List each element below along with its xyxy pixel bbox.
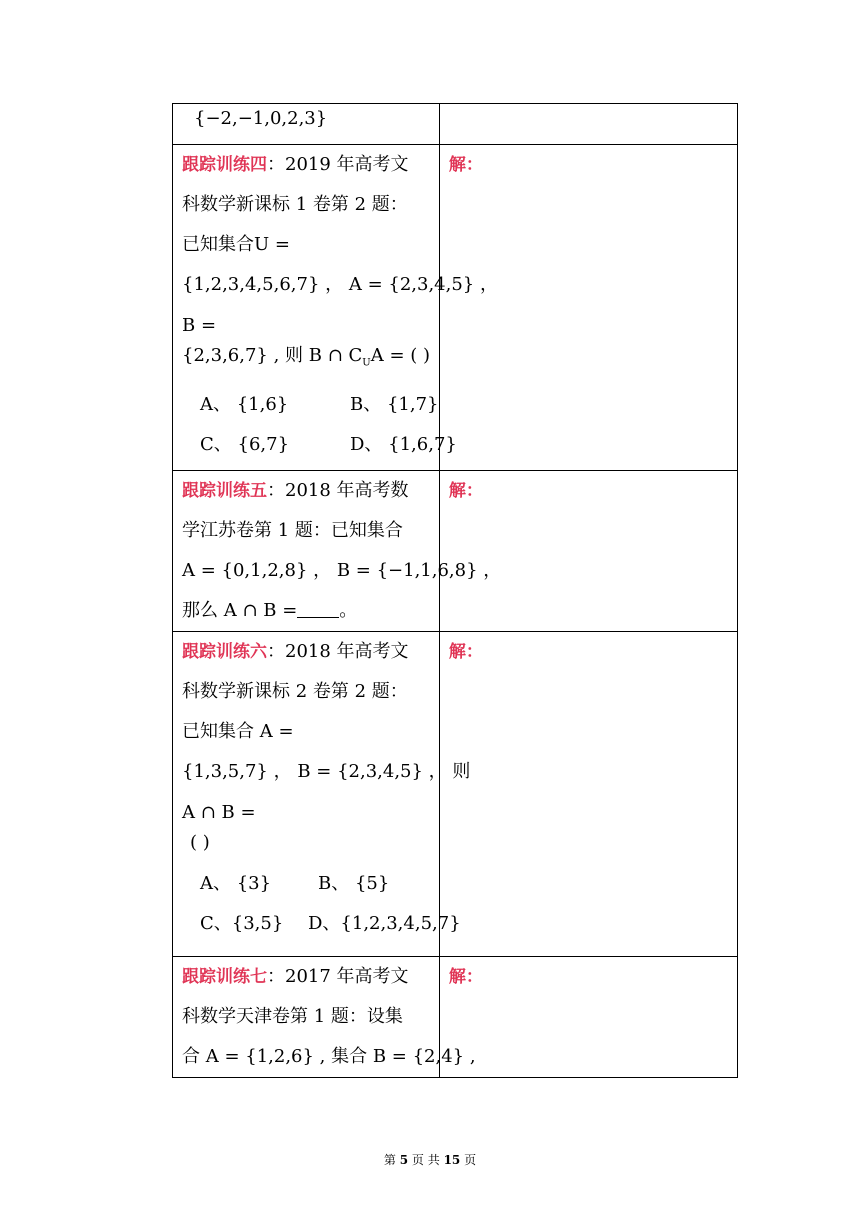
question-text: ：2018 年高考文 <box>267 641 409 662</box>
question-text: ：2017 年高考文 <box>267 966 409 987</box>
question-text: 科数学新课标 2 卷第 2 题： <box>182 681 408 702</box>
table-row <box>173 104 738 145</box>
option-c: C、{3,5} <box>200 913 284 934</box>
fill-blank <box>297 603 339 618</box>
question-cell <box>173 104 440 145</box>
question-text: 科数学新课标 1 卷第 2 题： <box>182 194 408 215</box>
answer-cell <box>439 471 737 632</box>
question-cell <box>173 632 471 957</box>
table-row <box>173 145 738 471</box>
page-number: 5 <box>399 1153 409 1167</box>
option-d: D、 {1,6,7} <box>350 433 457 455</box>
question-text: 那么 A ∩ B = <box>182 600 298 621</box>
answer-cell <box>439 145 737 471</box>
option-a: A、 {3} <box>200 873 272 894</box>
table-row <box>173 471 738 632</box>
footer-text: 页 共 <box>411 1153 440 1167</box>
question-text: 合 A = {1,2,6} , 集合 B = {2,4} , <box>182 1046 476 1067</box>
answer-label: 解： <box>448 642 483 662</box>
question-text: ：2019 年高考文 <box>267 154 409 175</box>
question-text: {1,2,3,4,5,6,7} ， A = {2,3,4,5} ， <box>182 274 498 295</box>
option-b: B、 {5} <box>318 873 390 894</box>
exercise-label: 跟踪训练七 <box>182 967 267 987</box>
question-text: {−2,−1,0,2,3} <box>194 108 328 129</box>
question-text: B = <box>182 315 217 336</box>
question-text: {2,3,6,7} , 则 B ∩ C <box>182 345 363 366</box>
exercise-label: 跟踪训练四 <box>182 155 267 175</box>
page-footer <box>0 1151 860 1168</box>
question-text: 科数学天津卷第 1 题：设集 <box>182 1006 403 1027</box>
table-row <box>173 957 738 1078</box>
question-text: 已知集合U = <box>182 234 290 255</box>
question-text: 学江苏卷第 1 题：已知集合 <box>182 520 403 541</box>
answer-label: 解： <box>448 481 483 501</box>
answer-label: 解： <box>448 155 483 175</box>
question-text: ( ) <box>190 832 210 853</box>
option-c: C、 {6,7} <box>200 433 290 455</box>
exercise-label: 跟踪训练五 <box>182 481 267 501</box>
table-row <box>173 632 738 957</box>
option-d: D、{1,2,3,4,5,7} <box>308 913 461 934</box>
footer-text: 页 <box>464 1153 477 1167</box>
answer-cell <box>439 632 737 957</box>
question-text: ：2018 年高考数 <box>267 480 409 501</box>
question-text: A = {0,1,2,8} ， B = {−1,1,6,8} ， <box>182 560 502 581</box>
question-text: 。 <box>339 600 358 621</box>
question-cell <box>173 471 502 632</box>
footer-text: 第 <box>383 1153 396 1167</box>
question-text: A = ( ) <box>370 345 431 366</box>
total-pages: 15 <box>443 1153 461 1167</box>
answer-label: 解： <box>448 967 483 987</box>
question-text: {1,3,5,7} ， B = {2,3,4,5} ， 则 <box>182 761 471 782</box>
answer-cell <box>439 104 737 145</box>
exercise-label: 跟踪训练六 <box>182 642 267 662</box>
question-text: 已知集合 A = <box>182 721 294 742</box>
answer-cell <box>439 957 737 1078</box>
option-b: B、 {1,7} <box>350 393 439 415</box>
option-a: A、 {1,6} <box>200 393 289 415</box>
subscript-text: U <box>362 357 371 369</box>
question-text: A ∩ B = <box>182 802 256 823</box>
question-cell <box>173 145 498 471</box>
exercise-table <box>172 103 738 1078</box>
question-cell <box>173 957 476 1078</box>
